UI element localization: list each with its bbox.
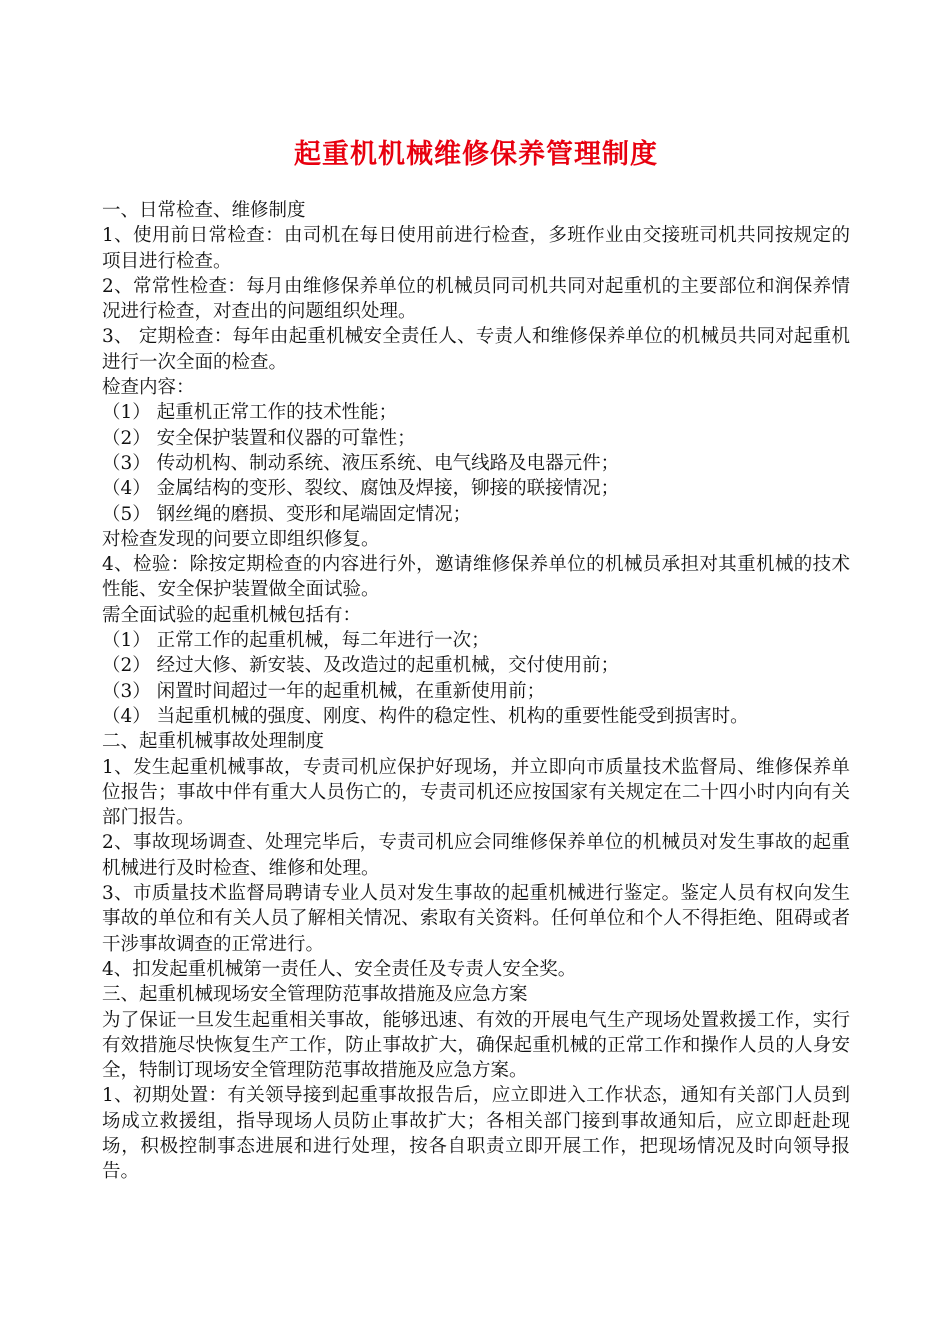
section-heading-2: 二、起重机械事故处理制度: [102, 731, 325, 753]
list-item: （5） 钢丝绳的磨损、变形和尾端固定情况；: [102, 503, 472, 525]
list-item: （3） 传动机构、制动系统、液压系统、电气线路及电器元件；: [102, 452, 620, 474]
paragraph: 检查内容：: [102, 377, 195, 399]
paragraph: 4、检验：除按定期检查的内容进行外，邀请维修保养单位的机械员承担对其重机械的技术性能、安全保护装置做全面试验。: [102, 554, 850, 601]
list-item: （1） 起重机正常工作的技术性能；: [102, 402, 398, 424]
paragraph: 1、初期处置：有关领导接到起重事故报告后，应立即进入工作状态，通知有关部门人员到场成立救援组，指导现场人员防止事故扩大；各相关部门接到事故通知后，应立即赶赴现场，积极控制事态进展和进行处理，按各自职责立即开展工作，把现场情况及时向领导报告。: [102, 1085, 850, 1183]
list-item: （2） 经过大修、新安装、及改造过的起重机械，交付使用前；: [102, 655, 620, 677]
paragraph: 3、市质量技术监督局聘请专业人员对发生事故的起重机械进行鉴定。鉴定人员有权向发生事故的单位和有关人员了解相关情况、索取有关资料。任何单位和个人不得拒绝、阻碍或者干涉事故调查的正常进行。: [102, 883, 850, 955]
section-heading-1: 一、日常检查、维修制度: [102, 200, 306, 221]
paragraph: 3、 定期检查：每年由起重机械安全责任人、专责人和维修保养单位的机械员共同对起重机进行一次全面的检查。: [102, 326, 850, 373]
paragraph: 2、常常性检查：每月由维修保养单位的机械员同司机共同对起重机的主要部位和润保养情况进行检查，对查出的问题组织处理。: [102, 275, 850, 323]
list-item: （3） 闲置时间超过一年的起重机械，在重新使用前；: [102, 680, 546, 702]
list-item: （4） 金属结构的变形、裂纹、腐蚀及焊接，铆接的联接情况；: [102, 478, 620, 500]
document-title: 起重机机械维修保养管理制度: [294, 139, 658, 170]
paragraph: 为了保证一旦发生起重相关事故，能够迅速、有效的开展电气生产现场处置救援工作，实行有效措施尽快恢复生产工作，防止事故扩大，确保起重机械的正常工作和操作人员的人身安全，特制订现场安全管理防范事故措施及应急方案。: [102, 1009, 850, 1082]
paragraph: 2、事故现场调查、处理完毕后，专责司机应会同维修保养单位的机械员对发生事故的起重机械进行及时检查、维修和处理。: [102, 832, 850, 879]
list-item: （2） 安全保护装置和仪器的可靠性；: [102, 427, 416, 449]
list-item: （1） 正常工作的起重机械，每二年进行一次；: [102, 630, 490, 652]
paragraph: 4、扣发起重机械第一责任人、安全责任及专责人安全奖。: [102, 958, 577, 980]
paragraph: 对检查发现的问要立即组织修复。: [102, 528, 380, 550]
section-heading-3: 三、起重机械现场安全管理防范事故措施及应急方案: [102, 984, 528, 1006]
list-item: （4） 当起重机械的强度、刚度、构件的稳定性、机构的重要性能受到损害时。: [102, 705, 749, 727]
paragraph: 1、发生起重机械事故，专责司机应保护好现场，并立即向市质量技术监督局、维修保养单位报告；事故中伴有重大人员伤亡的，专责司机还应按国家有关规定在二十四小时内向有关部门报告。: [102, 756, 850, 829]
paragraph: 需全面试验的起重机械包括有：: [102, 604, 362, 626]
paragraph: 1、使用前日常检查：由司机在每日使用前进行检查，多班作业由交接班司机共同按规定的项目进行检查。: [102, 225, 850, 272]
document-body: [102, 198, 850, 1185]
